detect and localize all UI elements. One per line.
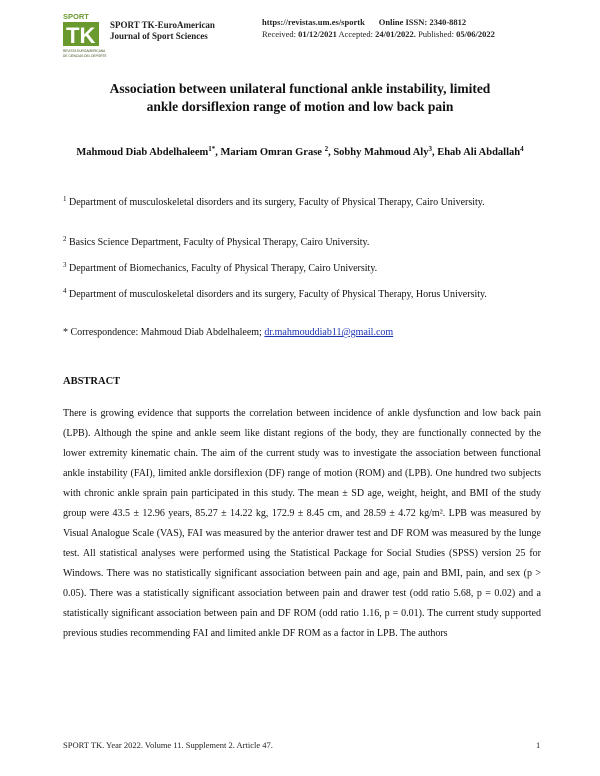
affiliation-2: [63, 236, 533, 249]
affiliation-4: [63, 288, 533, 301]
author-list: Mahmoud Diab Abdelhaleem$^{1*}$, Mariam Omran Grase $^2$, Sobhy Mahmoud Aly$^3$, Ehab Ali Abdallah$^4$: [76, 145, 524, 158]
published-label: Published:: [418, 29, 454, 39]
author-2: Mariam Omran Grase: [220, 147, 322, 158]
author-3-sup: 3: [428, 145, 432, 153]
paper-title: [60, 80, 540, 116]
affiliation-3: [63, 262, 533, 275]
correspondence-email-link[interactable]: dr.mahmouddiab11@gmail.com: [264, 327, 394, 338]
logo-text-small1: REVISTA EUROAMERICANA: [63, 49, 106, 53]
author-4-sup: 4: [520, 145, 524, 153]
affiliation-1: [63, 196, 533, 209]
affiliation-text: Department of musculoskeletal disorders and its surgery, Faculty of Physical Therapy, Cairo University.: [69, 197, 485, 208]
affiliation-num: 2: [63, 235, 67, 243]
footer-citation: SPORT TK. Year 2022. Volume 11. Supplement 2. Article 47.: [63, 740, 273, 750]
received-label: Received:: [262, 29, 296, 39]
journal-line1: SPORT TK-EuroAmerican: [110, 20, 215, 30]
correspondence-label: * Correspondence: Mahmoud Diab Abdelhaleem;: [63, 327, 262, 338]
accepted-label: Accepted:: [338, 29, 373, 39]
title-line1: Association between unilateral functional ankle instability, limited: [109, 81, 491, 96]
published-date: 05/06/2022: [456, 29, 495, 39]
page-number: 1: [536, 740, 541, 750]
title-line2: ankle dorsiflexion range of motion and low back pain: [146, 99, 454, 114]
journal-url[interactable]: https://revistas.um.es/sportk: [262, 17, 365, 27]
author-1: Mahmoud Diab Abdelhaleem: [76, 147, 209, 158]
abstract-heading: ABSTRACT: [63, 376, 121, 387]
abstract-body: There is growing evidence that supports the correlation between incidence of ankle dysfunction and low back pain (LPB). Although the spine and ankle seem like distant regions of the body, they are functionally connected by the lower extremity kinematic chain. The aim of the current study was to investigate the association between functional ankle instability (FAI), limited ankle dorsiflexion (DF) range of motion (ROM) and (LPB). One hundred two subjects with chronic ankle sprain pain participated in this study. The mean ± SD age, weight, height, and BMI of the study group were 43.5 ± 12.96 years, 85.27 ± 14.22 kg, 172.9 ± 8.45 cm, and 28.59 ± 4.72 kg/m². LPB was measured by Visual Analogue Scale (VAS), FAI was measured by the anterior drawer test and DF ROM was measured by the lunge test. All statistical analyses were performed using the Statistical Package for Social Studies (SPSS) version 25 for Windows. There was no statistically significant association between pain and age, pain and BMI, pain, and sex (p > 0.05). There was a statistically significant association between pain and drawer test (odd ratio 5.68, p = 0.02) and a statistically significant association between pain and DF ROM (odd ratio 1.16, p = 0.01). The current study supported previous studies recommending FAI and limited ankle DF ROM as a factor in LPB. The authors: [63, 408, 541, 639]
logo-text-sport: SPORT: [63, 12, 89, 21]
affiliation-text: Basics Science Department, Faculty of Physical Therapy, Cairo University.: [69, 237, 370, 248]
received-date: 01/12/2021: [298, 29, 337, 39]
author-2-sup: 2: [324, 145, 329, 153]
journal-name: [110, 20, 215, 42]
logo-text-small2: DE CIENCIAS DEL DEPORTE: [63, 54, 107, 58]
accepted-date: 24/01/2022.: [375, 29, 416, 39]
logo-text-tk: TK: [66, 23, 96, 48]
issn: Online ISSN: 2340-8812: [378, 17, 467, 27]
author-3: Sobhy Mahmoud Aly: [333, 147, 429, 158]
author-1-sup: 1*: [208, 145, 216, 153]
affiliation-num: 4: [63, 287, 67, 295]
journal-logo: [62, 11, 107, 61]
affiliation-num: 3: [63, 261, 67, 269]
correspondence: [63, 326, 533, 339]
author-4: Ehab Ali Abdallah: [437, 147, 521, 158]
affiliation-text: Department of musculoskeletal disorders and its surgery, Faculty of Physical Therapy, Horus University.: [69, 289, 487, 300]
affiliation-text: Department of Biomechanics, Faculty of Physical Therapy, Cairo University.: [69, 263, 378, 274]
header-meta: [262, 16, 542, 40]
dates-line: [262, 28, 542, 40]
journal-line2: Journal of Sport Sciences: [110, 31, 208, 41]
affiliation-num: 1: [63, 195, 67, 203]
